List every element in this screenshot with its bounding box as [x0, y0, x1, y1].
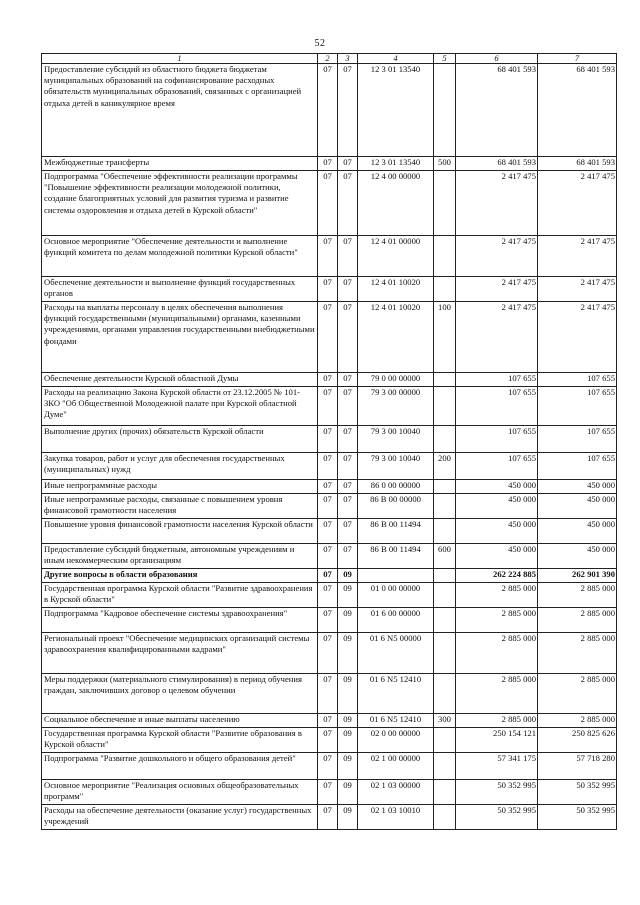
cell-amount-1: 50 352 995 [456, 780, 538, 805]
cell-amount-2: 107 655 [538, 453, 617, 480]
table-row [42, 544, 617, 569]
cell-section: 07 [318, 674, 338, 714]
cell-subsection: 07 [338, 277, 358, 302]
row-name: Предоставление субсидий из областного бюджета бюджетам муниципальных образований на софинансирование расходных обязательств муниципальных образований, связанных с организацией отдыха детей в каникулярное время [42, 64, 318, 157]
cell-expense-type [434, 569, 456, 583]
cell-amount-2: 2 417 475 [538, 277, 617, 302]
cell-expense-type [434, 753, 456, 780]
cell-section: 07 [318, 387, 338, 426]
cell-target-code: 12 3 01 13540 [358, 157, 434, 171]
cell-expense-type [434, 171, 456, 236]
col-header: 1 [42, 54, 318, 64]
cell-subsection: 07 [338, 494, 358, 519]
cell-expense-type: 600 [434, 544, 456, 569]
cell-amount-1: 2 417 475 [456, 236, 538, 277]
col-header: 7 [538, 54, 617, 64]
cell-amount-2: 50 352 995 [538, 805, 617, 830]
row-name: Региональный проект "Обеспечение медицинских организаций системы здравоохранения квалифицированными кадрами" [42, 633, 318, 674]
col-header: 3 [338, 54, 358, 64]
cell-subsection: 07 [338, 544, 358, 569]
cell-amount-2: 2 885 000 [538, 608, 617, 633]
cell-amount-1: 2 885 000 [456, 674, 538, 714]
cell-expense-type [434, 480, 456, 494]
cell-target-code: 79 3 00 10040 [358, 453, 434, 480]
table-row [42, 236, 617, 277]
cell-section: 07 [318, 633, 338, 674]
table-row [42, 583, 617, 608]
col-header: 4 [358, 54, 434, 64]
cell-expense-type [434, 780, 456, 805]
table-row [42, 728, 617, 753]
cell-expense-type [434, 494, 456, 519]
table-row [42, 569, 617, 583]
cell-section: 07 [318, 583, 338, 608]
cell-target-code: 86 В 00 11494 [358, 519, 434, 544]
cell-amount-1: 450 000 [456, 519, 538, 544]
cell-subsection: 07 [338, 157, 358, 171]
row-name: Закупка товаров, работ и услуг для обеспечения государственных (муниципальных) нужд [42, 453, 318, 480]
cell-amount-2: 2 885 000 [538, 714, 617, 728]
cell-section: 07 [318, 780, 338, 805]
cell-amount-2: 450 000 [538, 480, 617, 494]
cell-subsection: 07 [338, 373, 358, 387]
cell-section: 07 [318, 805, 338, 830]
cell-amount-2: 68 401 593 [538, 157, 617, 171]
row-name: Расходы на выплаты персоналу в целях обеспечения выполнения функций государственными (муниципальными) органами, казенными учреждениями, органами управления государственными внебюджетными фондами [42, 302, 318, 373]
cell-expense-type [434, 64, 456, 157]
cell-amount-1: 68 401 593 [456, 64, 538, 157]
row-name: Обеспечение деятельности и выполнение функций государственных органов [42, 277, 318, 302]
table-row [42, 373, 617, 387]
cell-section: 07 [318, 753, 338, 780]
cell-target-code: 01 6 N5 12410 [358, 714, 434, 728]
cell-expense-type: 500 [434, 157, 456, 171]
cell-subsection: 09 [338, 753, 358, 780]
cell-amount-2: 450 000 [538, 519, 617, 544]
cell-subsection: 07 [338, 426, 358, 453]
cell-target-code: 12 4 01 10020 [358, 277, 434, 302]
cell-amount-2: 107 655 [538, 373, 617, 387]
cell-expense-type [434, 583, 456, 608]
cell-subsection: 09 [338, 728, 358, 753]
table-body [42, 54, 617, 830]
table-row [42, 277, 617, 302]
row-name: Предоставление субсидий бюджетным, автономным учреждениям и иным некоммерческим организациям [42, 544, 318, 569]
table-row [42, 608, 617, 633]
table-row [42, 714, 617, 728]
cell-subsection: 07 [338, 519, 358, 544]
cell-subsection: 07 [338, 236, 358, 277]
cell-amount-1: 450 000 [456, 480, 538, 494]
table-row [42, 171, 617, 236]
table-row [42, 387, 617, 426]
cell-section: 07 [318, 608, 338, 633]
cell-section: 07 [318, 277, 338, 302]
cell-amount-1: 262 224 885 [456, 569, 538, 583]
table-row [42, 753, 617, 780]
cell-amount-1: 68 401 593 [456, 157, 538, 171]
cell-amount-2: 107 655 [538, 387, 617, 426]
cell-target-code: 01 6 00 00000 [358, 608, 434, 633]
cell-target-code: 12 4 01 00000 [358, 236, 434, 277]
table-row [42, 480, 617, 494]
cell-target-code [358, 569, 434, 583]
cell-amount-2: 57 718 280 [538, 753, 617, 780]
cell-subsection: 07 [338, 453, 358, 480]
cell-amount-1: 2 417 475 [456, 302, 538, 373]
cell-section: 07 [318, 544, 338, 569]
row-name: Иные непрограммные расходы [42, 480, 318, 494]
cell-amount-2: 2 885 000 [538, 674, 617, 714]
table-row [42, 64, 617, 157]
row-name: Основное мероприятие "Реализация основных общеобразовательных программ" [42, 780, 318, 805]
cell-section: 07 [318, 426, 338, 453]
cell-amount-2: 2 417 475 [538, 171, 617, 236]
cell-expense-type [434, 277, 456, 302]
cell-section: 07 [318, 714, 338, 728]
cell-subsection: 07 [338, 171, 358, 236]
cell-section: 07 [318, 453, 338, 480]
cell-target-code: 02 1 00 00000 [358, 753, 434, 780]
cell-subsection: 09 [338, 805, 358, 830]
cell-amount-2: 107 655 [538, 426, 617, 453]
table-row [42, 494, 617, 519]
cell-expense-type [434, 519, 456, 544]
table-row [42, 633, 617, 674]
cell-target-code: 02 1 03 00000 [358, 780, 434, 805]
row-name: Расходы на реализацию Закона Курской области от 23.12.2005 № 101-ЗКО "Об Общественной Молодежной палате при Курской областной Думе" [42, 387, 318, 426]
cell-target-code: 79 3 00 10040 [358, 426, 434, 453]
cell-target-code: 86 В 00 11494 [358, 544, 434, 569]
col-header: 6 [456, 54, 538, 64]
table-row [42, 805, 617, 830]
cell-subsection: 09 [338, 780, 358, 805]
row-name: Повышение уровня финансовой грамотности населения Курской области [42, 519, 318, 544]
cell-target-code: 79 0 00 00000 [358, 373, 434, 387]
table-row [42, 674, 617, 714]
col-header: 2 [318, 54, 338, 64]
table-row [42, 157, 617, 171]
table-row [42, 453, 617, 480]
table-row [42, 519, 617, 544]
cell-expense-type [434, 728, 456, 753]
row-name: Выполнение других (прочих) обязательств Курской области [42, 426, 318, 453]
cell-subsection: 09 [338, 608, 358, 633]
cell-amount-2: 450 000 [538, 544, 617, 569]
cell-expense-type: 100 [434, 302, 456, 373]
cell-target-code: 01 6 N5 00000 [358, 633, 434, 674]
cell-amount-2: 2 885 000 [538, 633, 617, 674]
cell-section: 07 [318, 480, 338, 494]
cell-expense-type: 300 [434, 714, 456, 728]
cell-amount-1: 107 655 [456, 387, 538, 426]
row-name: Другие вопросы в области образования [42, 569, 318, 583]
cell-target-code: 02 1 03 10010 [358, 805, 434, 830]
cell-section: 07 [318, 302, 338, 373]
cell-expense-type [434, 633, 456, 674]
cell-amount-1: 2 885 000 [456, 633, 538, 674]
cell-section: 07 [318, 373, 338, 387]
table-row [42, 780, 617, 805]
cell-section: 07 [318, 494, 338, 519]
cell-section: 07 [318, 569, 338, 583]
cell-expense-type [434, 236, 456, 277]
cell-amount-2: 2 885 000 [538, 583, 617, 608]
cell-amount-1: 50 352 995 [456, 805, 538, 830]
cell-expense-type [434, 674, 456, 714]
cell-amount-2: 2 417 475 [538, 236, 617, 277]
cell-amount-1: 2 885 000 [456, 608, 538, 633]
cell-amount-1: 2 417 475 [456, 277, 538, 302]
cell-target-code: 12 3 01 13540 [358, 64, 434, 157]
page-number: 52 [314, 38, 326, 49]
cell-amount-1: 107 655 [456, 453, 538, 480]
cell-target-code: 86 0 00 00000 [358, 480, 434, 494]
cell-subsection: 07 [338, 302, 358, 373]
budget-table [41, 53, 617, 830]
cell-amount-1: 107 655 [456, 426, 538, 453]
cell-section: 07 [318, 64, 338, 157]
cell-target-code: 86 В 00 00000 [358, 494, 434, 519]
cell-target-code: 79 3 00 00000 [358, 387, 434, 426]
cell-target-code: 01 6 N5 12410 [358, 674, 434, 714]
row-name: Государственная программа Курской области "Развитие образования в Курской области" [42, 728, 318, 753]
row-name: Государственная программа Курской области "Развитие здравоохранения в Курской области" [42, 583, 318, 608]
cell-expense-type [434, 426, 456, 453]
cell-section: 07 [318, 236, 338, 277]
cell-expense-type [434, 608, 456, 633]
cell-target-code: 12 4 00 00000 [358, 171, 434, 236]
cell-subsection: 07 [338, 387, 358, 426]
row-name: Расходы на обеспечение деятельности (оказание услуг) государственных учреждений [42, 805, 318, 830]
table-row [42, 302, 617, 373]
cell-amount-1: 450 000 [456, 544, 538, 569]
cell-subsection: 09 [338, 569, 358, 583]
col-header: 5 [434, 54, 456, 64]
cell-expense-type [434, 373, 456, 387]
row-name: Межбюджетные трансферты [42, 157, 318, 171]
cell-expense-type [434, 805, 456, 830]
cell-amount-2: 450 000 [538, 494, 617, 519]
table-row [42, 426, 617, 453]
cell-section: 07 [318, 728, 338, 753]
cell-amount-2: 250 825 626 [538, 728, 617, 753]
cell-subsection: 07 [338, 64, 358, 157]
cell-amount-1: 2 885 000 [456, 583, 538, 608]
cell-amount-2: 2 417 475 [538, 302, 617, 373]
cell-amount-1: 2 885 000 [456, 714, 538, 728]
cell-amount-1: 250 154 121 [456, 728, 538, 753]
cell-target-code: 12 4 01 10020 [358, 302, 434, 373]
row-name: Подпрограмма "Обеспечение эффективности реализации программы "Повышение эффективности реализации молодежной политики, создание благоприятных условий для развития туризма и развитие системы оздоровления и отдыха детей в Курской области" [42, 171, 318, 236]
table-header-row [42, 54, 617, 64]
cell-amount-1: 450 000 [456, 494, 538, 519]
cell-amount-1: 57 341 175 [456, 753, 538, 780]
cell-target-code: 01 0 00 00000 [358, 583, 434, 608]
row-name: Обеспечение деятельности Курской областной Думы [42, 373, 318, 387]
cell-target-code: 02 0 00 00000 [358, 728, 434, 753]
row-name: Иные непрограммные расходы, связанные с повышением уровня финансовой грамотности населения [42, 494, 318, 519]
cell-amount-2: 262 901 390 [538, 569, 617, 583]
row-name: Подпрограмма "Кадровое обеспечение системы здравоохранения" [42, 608, 318, 633]
cell-section: 07 [318, 157, 338, 171]
row-name: Социальное обеспечение и иные выплаты населению [42, 714, 318, 728]
cell-expense-type: 200 [434, 453, 456, 480]
cell-subsection: 09 [338, 714, 358, 728]
cell-subsection: 09 [338, 674, 358, 714]
cell-amount-2: 50 352 995 [538, 780, 617, 805]
cell-section: 07 [318, 519, 338, 544]
row-name: Меры поддержки (материального стимулирования) в период обучения граждан, заключивших договор о целевом обучении [42, 674, 318, 714]
cell-subsection: 07 [338, 480, 358, 494]
cell-expense-type [434, 387, 456, 426]
cell-amount-1: 2 417 475 [456, 171, 538, 236]
row-name: Подпрограмма "Развитие дошкольного и общего образования детей" [42, 753, 318, 780]
row-name: Основное мероприятие "Обеспечение деятельности и выполнение функций комитета по делам молодежной политики Курской области" [42, 236, 318, 277]
cell-subsection: 09 [338, 583, 358, 608]
cell-amount-1: 107 655 [456, 373, 538, 387]
cell-subsection: 09 [338, 633, 358, 674]
cell-amount-2: 68 401 593 [538, 64, 617, 157]
cell-section: 07 [318, 171, 338, 236]
